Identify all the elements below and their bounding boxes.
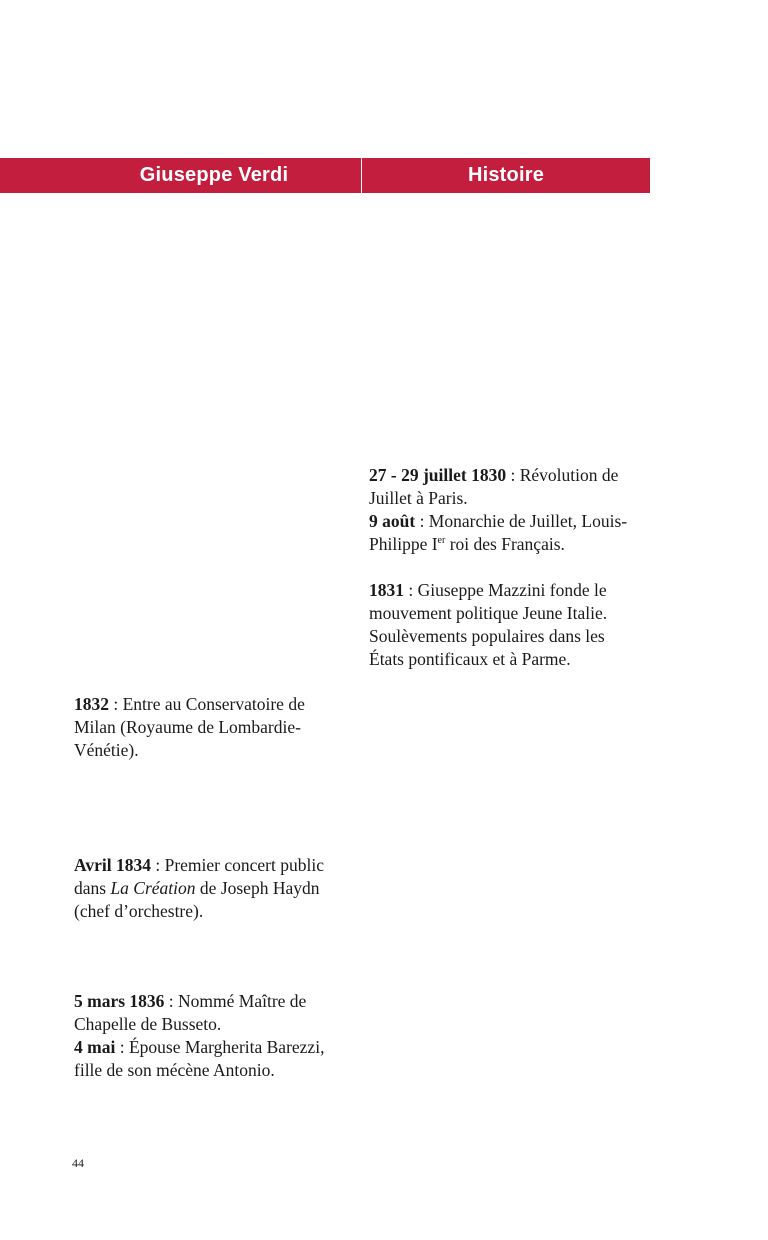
entry-date: 1831: [369, 580, 404, 600]
entry-date: 9 août: [369, 511, 416, 531]
entry-date: 27 - 29 juillet 1830: [369, 465, 507, 485]
header-verdi: Giuseppe Verdi: [139, 164, 289, 186]
entry-date: Avril 1834: [74, 855, 151, 875]
verdi-entry-1836: [74, 990, 344, 1082]
entry-text: : Premier concert public dans: [74, 855, 324, 898]
entry-date: 1832: [74, 694, 109, 714]
superscript: er: [437, 535, 446, 547]
page-number: 44: [72, 1156, 84, 1170]
verdi-entry-1834: [74, 854, 344, 923]
entry-text: : Giuseppe Mazzini fonde le mouvement politique Jeune Italie. Soulèvements populaires dans les États pontificaux et à Parme.: [369, 580, 608, 669]
entry-date: 5 mars 1836: [74, 991, 165, 1011]
entry-text: : Révolution de Juillet à Paris.: [369, 465, 619, 508]
entry-text: : Monarchie de Juillet, Louis-Philippe: [369, 511, 628, 554]
entry-text: : Nommé Maître de Chapelle de Busseto.: [74, 991, 307, 1034]
header-histoire: Histoire: [467, 164, 545, 186]
entry-text: roi des Français.: [445, 534, 565, 554]
verdi-entry-1832: [74, 693, 344, 762]
work-title: La Création: [110, 878, 196, 898]
entry-text: de Joseph Haydn (chef d’orchestre).: [74, 878, 320, 921]
entry-date: 4 mai: [74, 1037, 116, 1057]
entry-text: : Épouse Margherita Barezzi, fille de son mécène Antonio.: [74, 1037, 325, 1080]
entry-text: : Entre au Conservatoire de Milan (Royaume de Lombardie-Vénétie).: [74, 694, 305, 760]
column-header-bar: [0, 158, 650, 193]
roman-numeral: I: [431, 534, 438, 554]
history-entry-1830: [369, 464, 644, 556]
history-entry-1831: [369, 579, 644, 671]
